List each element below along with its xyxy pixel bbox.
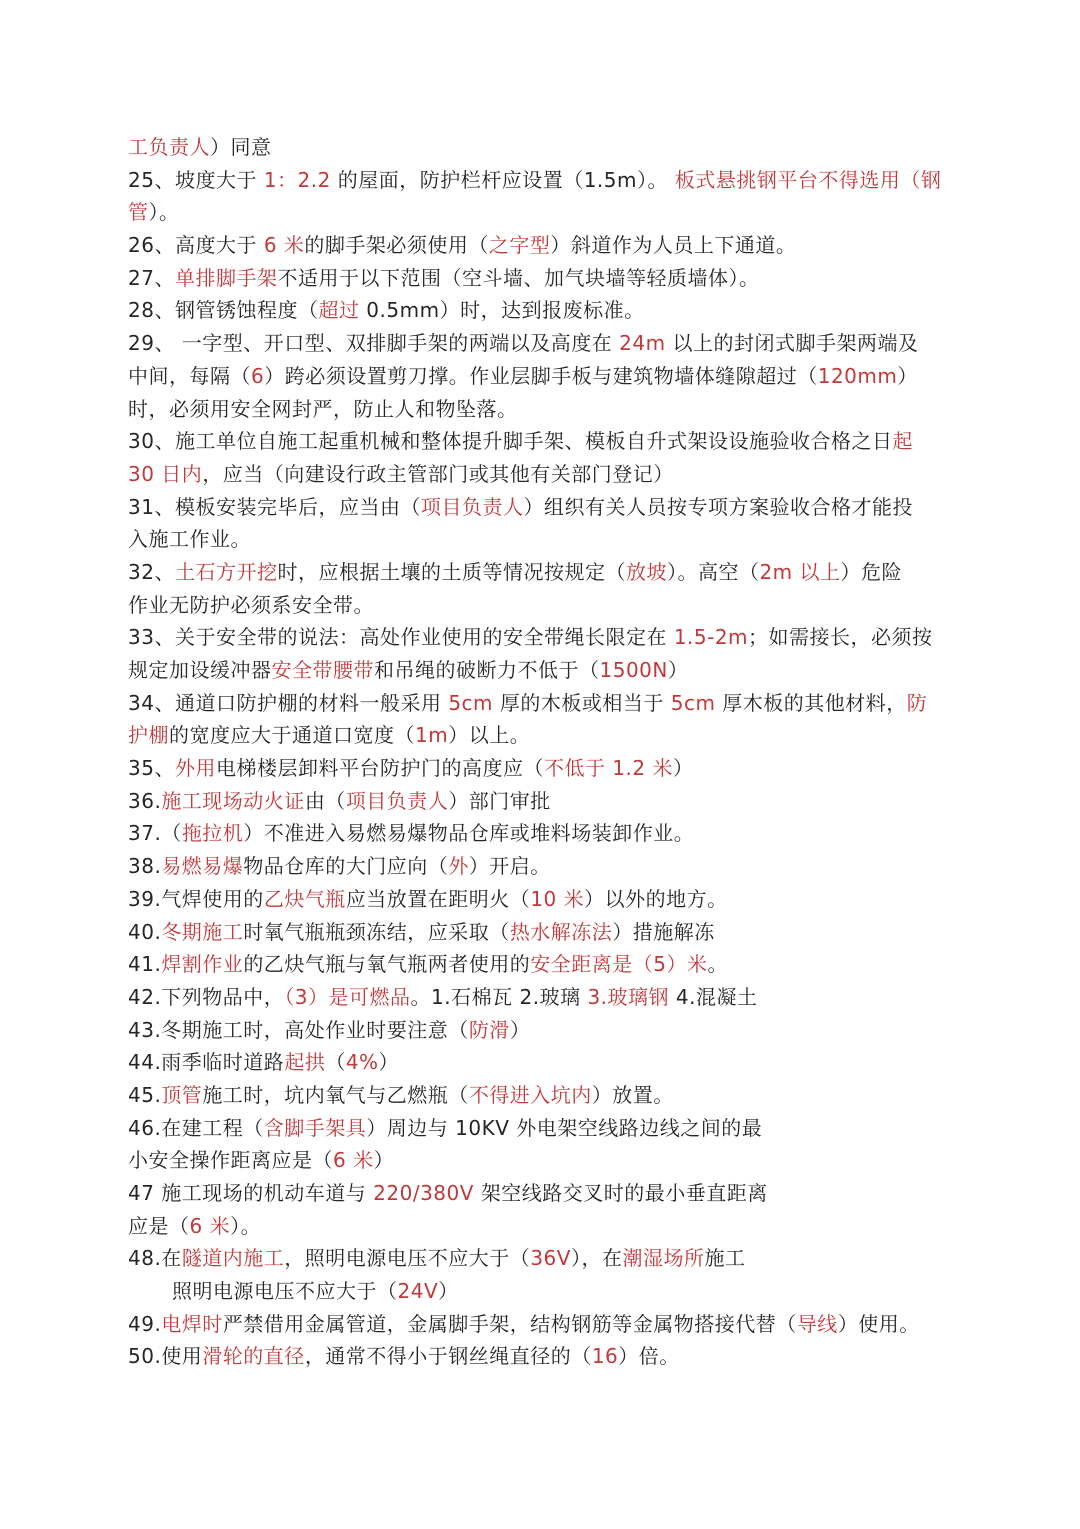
highlighted-answer-text: 超过 — [318, 298, 360, 323]
question-text: 应是（ — [128, 1213, 190, 1238]
highlighted-answer-text: 导线 — [796, 1311, 838, 1336]
question-text: ） — [373, 1148, 395, 1173]
question-text: 时，必须用安全网封严，防止人和物坠落。 — [128, 396, 518, 421]
highlighted-answer-text: 6 米 — [333, 1148, 374, 1173]
text-line — [128, 589, 958, 622]
question-text: ） — [509, 1017, 531, 1042]
highlighted-answer-text: 3.玻璃钢 — [587, 984, 670, 1009]
question-text: 29、 一字型、开口型、双排脚手架的两端以及高度在 — [128, 331, 620, 356]
highlighted-answer-text: 36V — [530, 1246, 571, 1271]
highlighted-answer-text: 顶管 — [161, 1082, 203, 1107]
question-text: ）措施解冻 — [612, 919, 715, 944]
question-text: 照明电源电压不应大于（ — [172, 1279, 398, 1304]
question-text: 的屋面，防护栏杆应设置（1.5m）。 — [330, 167, 675, 192]
text-line — [128, 981, 958, 1014]
question-text: 42.下列物品中， — [128, 984, 285, 1009]
text-line — [128, 229, 958, 262]
question-text: 34、通道口防护棚的材料一般采用 — [128, 690, 449, 715]
question-text: （ — [325, 1050, 346, 1075]
question-text: 28、钢管锈蚀程度（ — [128, 298, 319, 323]
highlighted-answer-text: 4% — [345, 1050, 379, 1075]
question-text: 应当放置在距明火（ — [345, 886, 531, 911]
question-text: 26、高度大于 — [128, 233, 264, 258]
highlighted-answer-text: 不得进入坑内 — [468, 1082, 592, 1107]
question-text: ）倍。 — [618, 1344, 680, 1369]
question-text: ，照明电源电压不应大于（ — [284, 1246, 531, 1271]
question-text: 33、关于安全带的说法：高处作业使用的安全带绳长限定在 — [128, 625, 674, 650]
question-text: 44.雨季临时道路 — [128, 1050, 285, 1075]
highlighted-answer-text: 板式悬挑钢平台不得选用（钢 — [674, 167, 942, 192]
text-line — [128, 948, 958, 981]
question-text: 38. — [128, 854, 162, 879]
question-text: 物品仓库的大门应向（ — [243, 854, 449, 879]
question-text: 45. — [128, 1082, 162, 1107]
question-text: ） — [667, 658, 689, 682]
highlighted-answer-text: 防 — [906, 690, 928, 715]
question-text: 39.气焊使用的 — [128, 886, 264, 911]
text-line — [128, 719, 958, 752]
highlighted-answer-text: 1：2.2 — [263, 167, 331, 192]
question-text: ）同意 — [210, 135, 272, 159]
question-text: ，通常不得小于钢丝绳直径的（ — [304, 1344, 592, 1369]
question-text: 46.在建工程（ — [128, 1115, 264, 1140]
question-text: 25、坡度大于 — [128, 167, 264, 192]
highlighted-answer-text: 乙炔气瓶 — [263, 886, 346, 911]
question-text: 的脚手架必须使用（ — [304, 233, 489, 258]
highlighted-answer-text: 24V — [397, 1279, 439, 1304]
question-text: 的宽度应大于通道口宽度（ — [169, 723, 415, 748]
question-text: 32、 — [128, 559, 175, 584]
text-line — [128, 262, 958, 295]
highlighted-answer-text: 外 — [448, 854, 469, 879]
text-line — [128, 458, 958, 491]
text-line — [128, 1340, 958, 1373]
question-text: 作业无防护必须系安全带。 — [128, 592, 374, 617]
question-text: 50.使用 — [128, 1344, 203, 1369]
question-text: ，应当（向建设行政主管部门或其他有关部门登记） — [202, 461, 674, 486]
text-line — [128, 523, 958, 556]
text-line — [128, 393, 958, 426]
highlighted-answer-text: 起拱 — [284, 1050, 326, 1075]
text-line — [128, 1275, 958, 1308]
question-text: 0.5mm）时，达到报废标准。 — [359, 298, 645, 323]
question-text: 和吊绳的破断力不低于（ — [374, 658, 600, 682]
question-text: ）。高空（ — [666, 559, 760, 584]
highlighted-answer-text: 热水解冻法 — [509, 919, 613, 944]
question-text: 架空线路交叉时的最小垂直距离 — [473, 1181, 768, 1205]
highlighted-answer-text: 护棚 — [128, 723, 169, 748]
text-line — [128, 556, 958, 589]
question-text: ）危险 — [840, 559, 903, 584]
highlighted-answer-text: 5cm — [670, 690, 716, 715]
question-text: ）以上。 — [448, 723, 531, 748]
highlighted-answer-text: 工负责人 — [128, 135, 210, 159]
highlighted-answer-text: 起 — [892, 429, 913, 454]
text-line — [128, 1014, 958, 1047]
question-text: 不适用于以下范围（空斗墙、加气块墙等轻质墙体）。 — [277, 265, 760, 290]
highlighted-answer-text: 电焊时 — [161, 1311, 223, 1336]
text-line — [128, 491, 958, 524]
text-line — [128, 687, 958, 720]
question-text: ）部门审批 — [448, 788, 551, 813]
text-line — [128, 1210, 958, 1243]
question-text: 时氧气瓶瓶颈冻结，应采取（ — [243, 919, 510, 944]
question-text: ） — [438, 1279, 459, 1304]
highlighted-answer-text: 冬期施工 — [161, 919, 244, 944]
highlighted-answer-text: 10 米 — [530, 886, 585, 911]
question-text: 规定加设缓冲器 — [128, 658, 272, 682]
highlighted-answer-text: 土石方开挖 — [174, 559, 278, 584]
highlighted-answer-text: 6 米 — [189, 1213, 231, 1238]
question-text: ）使用。 — [837, 1311, 920, 1336]
question-text: 由（ — [304, 788, 346, 813]
question-text: 电梯楼层卸料平台防护门的高度应（ — [215, 756, 544, 781]
text-line — [128, 1242, 958, 1275]
question-text: 中间，每隔（ — [128, 363, 251, 388]
question-text: 厚木板的其他材料， — [715, 690, 907, 715]
highlighted-answer-text: 1500N — [599, 658, 668, 682]
text-line — [128, 294, 958, 327]
highlighted-answer-text: 放坡 — [625, 559, 667, 584]
question-text: ）组织有关人员按专项方案验收合格才能投 — [523, 494, 913, 519]
highlighted-answer-text: 5cm — [448, 690, 494, 715]
question-text: 严禁借用金属管道，金属脚手架，结构钢筋等金属物搭接代替（ — [222, 1311, 797, 1336]
question-text: 以上的封闭式脚手架两端及 — [665, 331, 919, 356]
text-line — [128, 1177, 958, 1210]
question-text: 48.在 — [128, 1246, 182, 1271]
highlighted-answer-text: 不低于 1.2 米 — [543, 756, 673, 781]
text-line — [128, 164, 958, 197]
highlighted-answer-text: 6 — [251, 363, 265, 388]
text-line — [128, 360, 958, 393]
highlighted-answer-text: 30 日内 — [128, 461, 203, 486]
highlighted-answer-text: 含脚手架具 — [263, 1115, 367, 1140]
text-line — [128, 654, 958, 687]
question-text: 30、施工单位自施工起重机械和整体提升脚手架、模板自升式架设设施验收合格之日 — [128, 429, 893, 454]
highlighted-answer-text: （3）是可燃品 — [284, 984, 411, 1009]
question-text: 入施工作业。 — [128, 527, 251, 552]
question-text: ）。 — [148, 200, 180, 225]
highlighted-answer-text: 6 米 — [263, 233, 305, 258]
question-text: 49. — [128, 1311, 162, 1336]
highlighted-answer-text: 滑轮的直径 — [202, 1344, 305, 1369]
question-text: ）以外的地方。 — [584, 886, 728, 911]
text-line — [128, 425, 958, 458]
highlighted-answer-text: 防滑 — [468, 1017, 510, 1042]
highlighted-answer-text: 1.5-2m — [673, 625, 749, 650]
question-text: 。 — [707, 952, 729, 977]
question-text: 时，应根据土壤的土质等情况按规定（ — [277, 559, 626, 584]
text-line — [128, 621, 958, 654]
text-line — [128, 850, 958, 883]
highlighted-answer-text: 管 — [128, 200, 149, 225]
highlighted-answer-text: 之字型 — [488, 233, 551, 258]
highlighted-answer-text: 外用 — [174, 756, 216, 781]
question-text: ） — [672, 756, 694, 781]
question-text: 41. — [128, 952, 162, 977]
question-text: 37.（ — [128, 821, 182, 846]
question-text: ），在 — [570, 1246, 623, 1271]
question-text: ） — [897, 363, 918, 388]
question-text: 35、 — [128, 756, 175, 781]
highlighted-answer-text: 隧道内施工 — [181, 1246, 285, 1271]
text-line — [128, 1112, 958, 1145]
highlighted-answer-text: 拖拉机 — [181, 821, 244, 846]
question-text: ） — [378, 1050, 400, 1075]
question-text: 31、模板安装完毕后，应当由（ — [128, 494, 421, 519]
question-text: ）。 — [230, 1213, 262, 1238]
question-text: ）周边与 10KV 外电架空线路边线之间的最 — [366, 1115, 763, 1140]
highlighted-answer-text: 120mm — [817, 363, 898, 388]
question-text: ；如需接长，必须按 — [748, 625, 933, 650]
text-line — [128, 785, 958, 818]
text-line — [128, 131, 958, 164]
question-text: 36. — [128, 788, 162, 813]
question-text: 27、 — [128, 265, 175, 290]
highlighted-answer-text: 16 — [591, 1344, 619, 1369]
text-line — [128, 916, 958, 949]
document-body — [128, 131, 958, 1373]
text-line — [128, 1046, 958, 1079]
question-text: 4.混凝土 — [669, 984, 758, 1009]
question-text: 的乙炔气瓶与氧气瓶两者使用的 — [243, 952, 531, 977]
question-text: 43.冬期施工时，高处作业时要注意（ — [128, 1017, 469, 1042]
question-text: 。1.石棉瓦 2.玻璃 — [410, 984, 588, 1009]
text-line — [128, 1079, 958, 1112]
text-line — [128, 817, 958, 850]
question-text: ）跨必须设置剪刀撑。作业层脚手板与建筑物墙体缝隙超过（ — [264, 363, 818, 388]
highlighted-answer-text: 220/380V — [373, 1181, 474, 1205]
question-text: 40. — [128, 919, 162, 944]
highlighted-answer-text: 项目负责人 — [345, 788, 449, 813]
highlighted-answer-text: 潮湿场所 — [622, 1246, 705, 1271]
highlighted-answer-text: 2m 以上 — [759, 559, 841, 584]
highlighted-answer-text: 24m — [619, 331, 666, 356]
question-text: ）不准进入易燃易爆物品仓库或堆料场装卸作业。 — [243, 821, 695, 846]
text-line — [128, 1144, 958, 1177]
question-text: ）放置。 — [591, 1082, 674, 1107]
highlighted-answer-text: 安全距离是（5）米 — [530, 952, 708, 977]
question-text: 施工时，坑内氧气与乙燃瓶（ — [202, 1082, 469, 1107]
highlighted-answer-text: 焊割作业 — [161, 952, 244, 977]
text-line — [128, 883, 958, 916]
highlighted-answer-text: 安全带腰带 — [271, 658, 374, 682]
highlighted-answer-text: 1m — [415, 723, 449, 748]
question-text: 厚的木板或相当于 — [493, 690, 671, 715]
text-line — [128, 1308, 958, 1341]
question-text: ）开启。 — [468, 854, 551, 879]
text-line — [128, 327, 958, 360]
highlighted-answer-text: 易燃易爆 — [161, 854, 244, 879]
question-text: ）斜道作为人员上下通道。 — [550, 233, 797, 258]
question-text: 小安全操作距离应是（ — [128, 1148, 333, 1173]
highlighted-answer-text: 单排脚手架 — [174, 265, 278, 290]
question-text: 47 施工现场的机动车道与 — [128, 1181, 374, 1205]
highlighted-answer-text: 项目负责人 — [420, 494, 524, 519]
text-line — [128, 196, 958, 229]
text-line — [128, 752, 958, 785]
highlighted-answer-text: 施工现场动火证 — [161, 788, 305, 813]
question-text: 施工 — [704, 1246, 746, 1271]
